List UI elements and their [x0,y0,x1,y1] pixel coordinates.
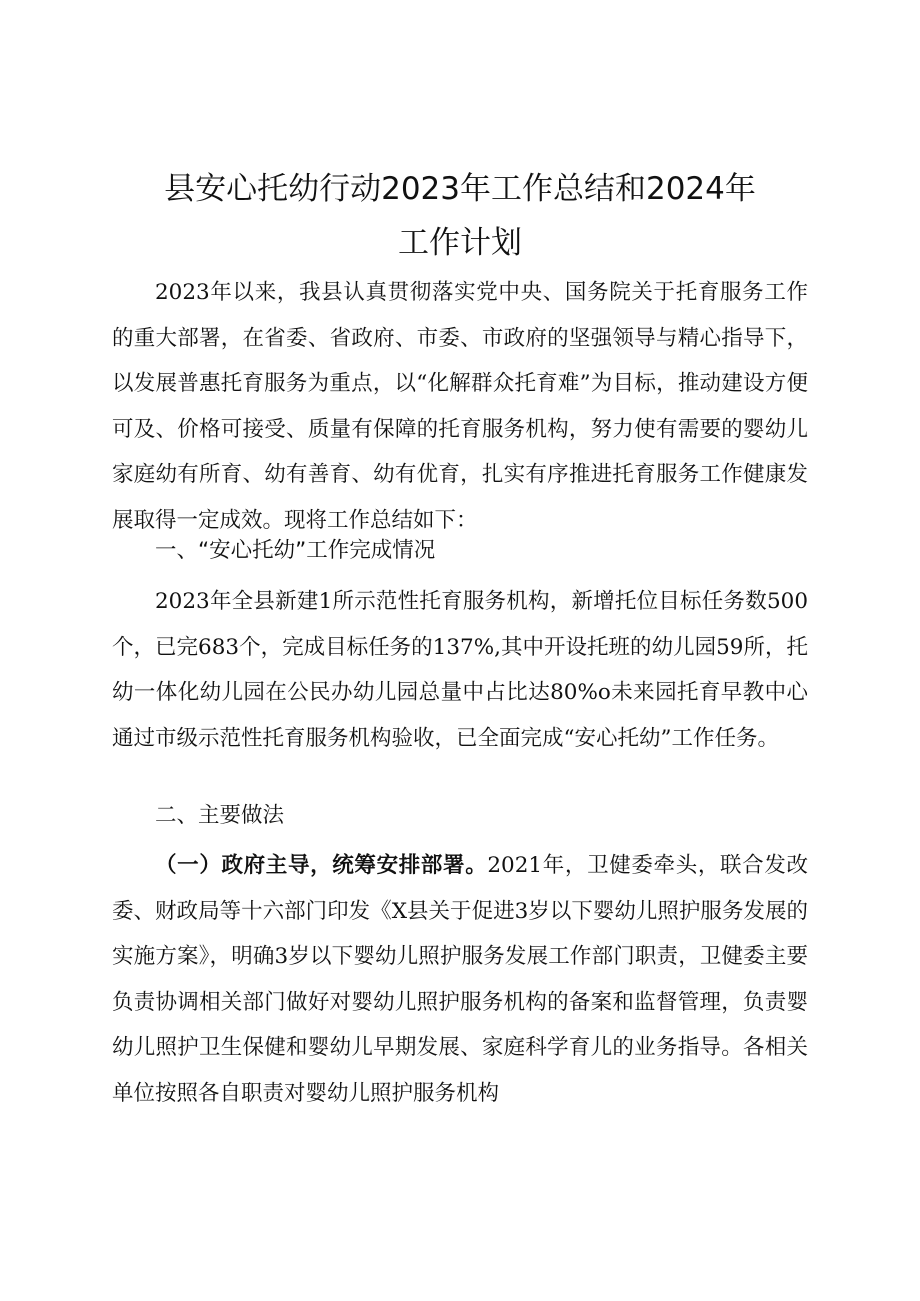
section-1-heading: 一、“安心托幼”工作完成情况 [155,538,436,563]
subsection-1-lead: （一）政府主导，统筹安排部署。 [155,853,488,878]
intro-paragraph: 2023年以来，我县认真贯彻落实党中央、国务院关于托育服务工作的重大部署，在省委、省政府、市委、市政府的坚强领导与精心指导下，以发展普惠托育服务为重点，以“化解群众托育难”为目标，推动建设方便可及、价格可接受、质量有保障的托育服务机构，努力使有需要的婴幼儿家庭幼有所育、幼有善育、幼有优育，扎实有序推进托育服务工作健康发展取得一定成效。现将工作总结如下： [112,280,808,533]
section-1-paragraph: 2023年全县新建1所示范性托育服务机构，新增托位目标任务数500个，已完683个，完成目标任务的137%,其中开设托班的幼儿园59所，托幼一体化幼儿园在公民办幼儿园总量中占比达80%o未来园托育早教中心通过市级示范性托育服务机构验收，已全面完成“安心托幼”工作任务。 [112,589,808,751]
subsection-1-paragraph [112,843,808,1117]
subsection-1-body: 2021年，卫健委牵头，联合发改委、财政局等十六部门印发《X县关于促进3岁以下婴幼儿照护服务发展的实施方案》，明确3岁以下婴幼儿照护服务发展工作部门职责，卫健委主要负责协调相关部门做好对婴幼儿照护服务机构的备案和监督管理，负责婴幼儿照护卫生保健和婴幼儿早期发展、家庭科学育儿的业务指导。各相关单位按照各自职责对婴幼儿照护服务机构 [112,853,808,1106]
document-title-line-1: 县安心托幼行动2023年工作总结和2024年 [164,171,756,207]
section-2-heading: 二、主要做法 [155,803,285,828]
document-title-line-2: 工作计划 [398,225,522,261]
